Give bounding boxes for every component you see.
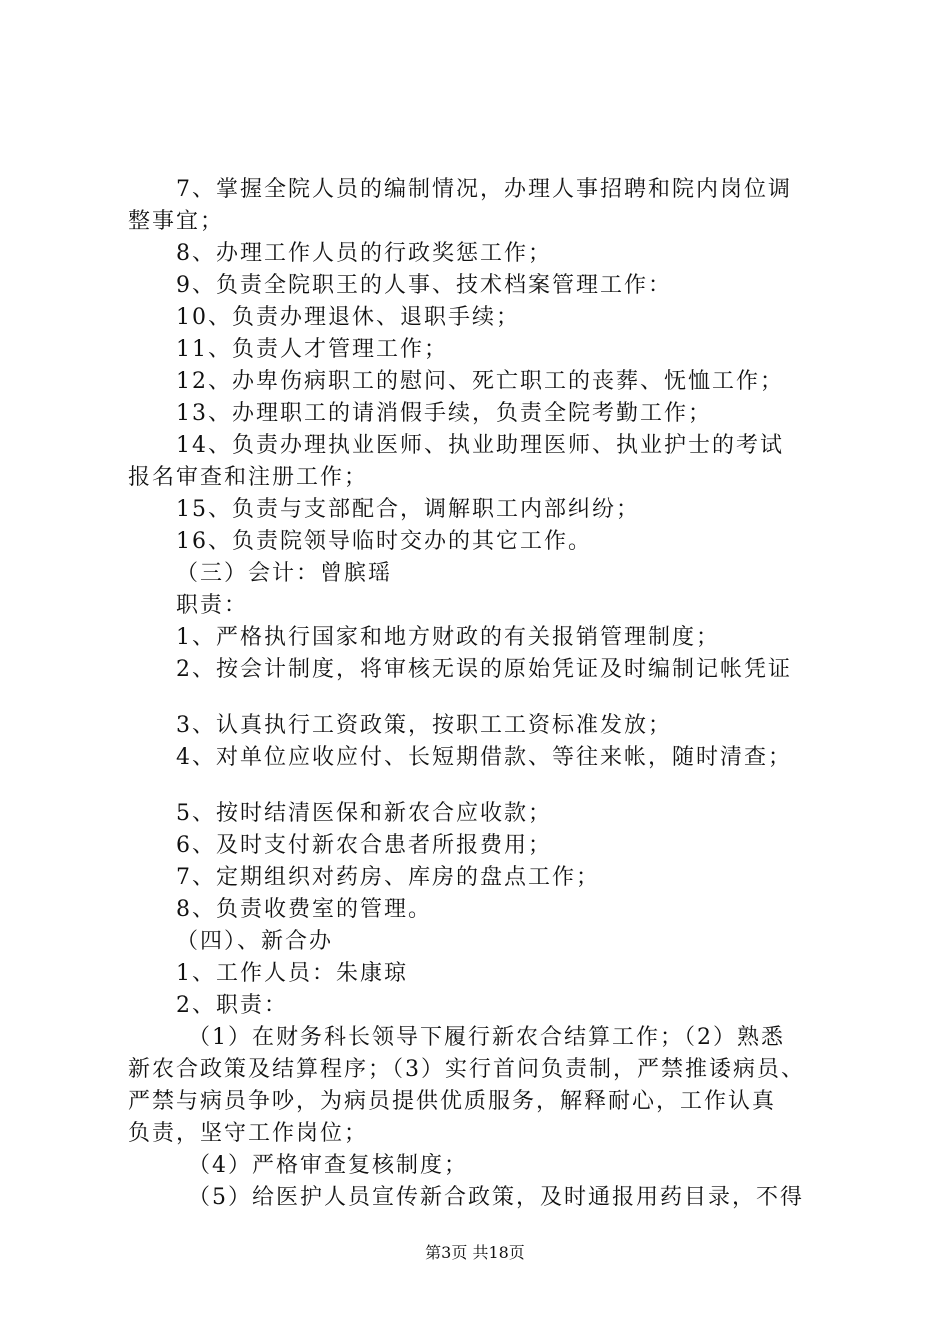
text-line: 4、对单位应收应付、长短期借款、等往来帐，随时清查；	[176, 745, 792, 770]
text-line: 1、严格执行国家和地方财政的有关报销管理制度；	[176, 625, 720, 650]
text-line: 3、认真执行工资政策，按职工工资标准发放；	[176, 713, 672, 738]
text-line: （4）严格审查复核制度；	[188, 1153, 468, 1178]
text-line: 16、负责院领导临时交办的其它工作。	[176, 529, 592, 554]
text-line: 12、办卑伤病职工的慰问、死亡职工的丧葬、怃恤工作；	[176, 369, 784, 394]
text-line: （1）在财务科长领导下履行新农合结算工作；（2）熟悉	[188, 1025, 785, 1050]
text-line: 8、负责收费室的管理。	[176, 897, 432, 922]
text-line: 13、办理职工的请消假手续，负责全院考勤工作；	[176, 401, 712, 426]
text-line: 5、按时结清医保和新农合应收款；	[176, 801, 552, 826]
text-line: 严禁与病员争吵，为病员提供优质服务，解释耐心，工作认真	[128, 1089, 777, 1114]
blank-line	[128, 774, 838, 798]
text-line: 9、负责全院职王的人事、技术档案管理工作：	[176, 273, 672, 298]
text-line: 7、定期组织对药房、库房的盘点工作；	[176, 865, 600, 890]
text-line: 10、负责办理退休、退职手续；	[176, 305, 520, 330]
text-line: 15、负责与支部配合，调解职工内部纠纷；	[176, 497, 640, 522]
text-line: 14、负责办理执业医师、执业助理医师、执业护士的考试	[176, 433, 784, 458]
text-line: 8、办理工作人员的行政奖惩工作；	[176, 241, 552, 266]
text-line: 整事宜；	[128, 209, 225, 234]
text-line: 7、掌握全院人员的编制情况，办理人事招聘和院内岗位调	[176, 177, 792, 202]
section-heading: （三）会计：曾膑瑶	[176, 561, 393, 586]
text-line: 2、职责：	[176, 993, 288, 1018]
text-line: 2、按会计制度，将审核无误的原始凭证及时编制记帐凭证	[176, 657, 792, 682]
document-body	[128, 174, 838, 1214]
section-heading: （四）、新合办	[176, 929, 334, 954]
text-line: 新农合政策及结算程序；（3）实行首问负责制，严禁推诿病员、	[128, 1057, 805, 1082]
text-line: 6、及时支付新农合患者所报费用；	[176, 833, 552, 858]
page-footer: 第3页 共18页	[425, 1243, 525, 1262]
text-line: 报名审查和注册工作；	[128, 465, 369, 490]
text-line: 负责，坚守工作岗位；	[128, 1121, 369, 1146]
text-line: 11、负责人才管理工作；	[176, 337, 448, 362]
text-line: 职责：	[176, 593, 249, 618]
text-line: 1、工作人员：朱康琼	[176, 961, 408, 986]
blank-line	[128, 686, 838, 710]
text-line: （5）给医护人员宣传新合政策，及时通报用药目录，不得	[188, 1185, 804, 1210]
